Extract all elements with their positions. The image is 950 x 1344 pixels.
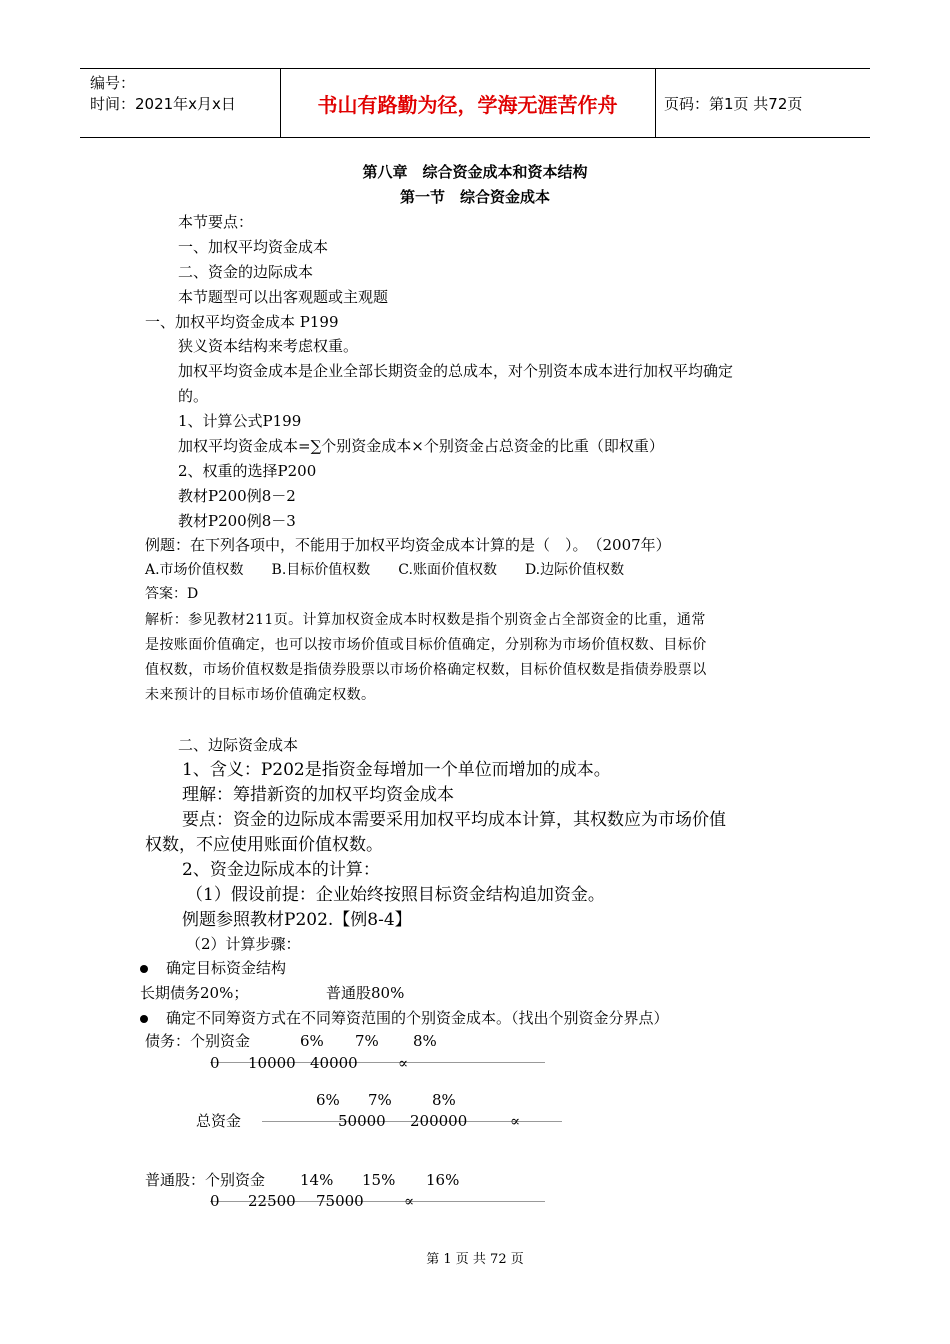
body-line: 1、含义：P202是指资金每增加一个单位而增加的成本。 xyxy=(182,760,611,780)
body-line: 的。 xyxy=(178,387,209,405)
body-line: （2）计算步骤： xyxy=(186,935,301,953)
debt-breakpoint: 0 xyxy=(210,1054,220,1072)
body-line: 要点：资金的边际成本需要采用加权平均成本计算，其权数应为市场价值 xyxy=(182,810,726,830)
body-line: 本节题型可以出客观题或主观题 xyxy=(178,288,389,306)
bullet-item: 确定不同筹资方式在不同筹资范围的个别资金成本。（找出个别资金分界点） xyxy=(140,1008,669,1028)
debt-rate: 7% xyxy=(355,1032,379,1050)
bullet-icon xyxy=(140,965,148,973)
header-divider xyxy=(655,69,656,137)
equity-label: 普通股：个别资金 xyxy=(145,1171,266,1189)
equity-rate: 15% xyxy=(362,1171,396,1189)
example-question: 例题：在下列各项中，不能用于加权平均资金成本计算的是（ ）。 （2007年） xyxy=(145,536,671,554)
total-rate: 8% xyxy=(432,1091,456,1109)
equity-rate: 16% xyxy=(426,1171,460,1189)
header-motto: 书山有路勤为径，学海无涯苦作舟 xyxy=(317,92,618,117)
header-meta xyxy=(90,73,236,115)
equity-breakpoint: 0 xyxy=(210,1192,220,1210)
capital-structure-debt: 长期债务20%； xyxy=(140,984,249,1002)
equity-rate: 14% xyxy=(300,1171,334,1189)
equity-breakpoint: 22500 xyxy=(248,1192,296,1210)
total-breakpoint: ∝ xyxy=(510,1112,521,1130)
body-line: 权数，不应使用账面价值权数。 xyxy=(145,835,383,855)
total-breakpoint: 50000 xyxy=(338,1112,386,1130)
section-title: 第一节 综合资金成本 xyxy=(399,188,550,206)
example-answer: 答案：D xyxy=(145,586,199,602)
analysis-line: 未来预计的目标市场价值确定权数。 xyxy=(145,687,376,703)
page-footer: 第 1 页 共 72 页 xyxy=(426,1252,524,1267)
total-label: 总资金 xyxy=(196,1112,242,1130)
body-line: 理解：筹措新资的加权平均资金成本 xyxy=(182,785,454,805)
analysis-line: 是按账面价值确定，也可以按市场价值或目标价值确定，分别称为市场价值权数、目标价 xyxy=(145,637,707,653)
analysis-line: 解析：参见教材211页。计算加权资金成本时权数是指个别资金占全部资金的比重，通常 xyxy=(145,612,706,628)
body-line: 1、计算公式P199 xyxy=(178,412,302,430)
chapter-title: 第八章 综合资金成本和资本结构 xyxy=(362,163,588,181)
header-page-info: 页码：第1页 共72页 xyxy=(664,95,803,113)
page-header xyxy=(80,68,870,138)
equity-breakpoint: ∝ xyxy=(404,1192,415,1210)
bullet-item: 确定目标资金结构 xyxy=(140,958,286,978)
body-line: 教材P200例8－3 xyxy=(178,512,296,530)
total-breakpoint: 200000 xyxy=(410,1112,468,1130)
body-line: 二、资金的边际成本 xyxy=(178,263,314,281)
body-line: 狭义资本结构来考虑权重。 xyxy=(178,337,359,355)
debt-breakpoint: 10000 xyxy=(248,1054,296,1072)
body-line: （1）假设前提：企业始终按照目标资金结构追加资金。 xyxy=(186,885,605,905)
body-line: 例题参照教材P202.【例8-4】 xyxy=(182,910,412,930)
debt-breakpoint: ∝ xyxy=(398,1054,409,1072)
document-date: 时间：2021年x月x日 xyxy=(90,95,236,113)
analysis-line: 值权数，市场价值权数是指债券股票以市场价格确定权数，目标价值权数是指债券股票以 xyxy=(145,662,707,678)
document-number-label: 编号： xyxy=(90,74,136,92)
section-heading: 二、边际资金成本 xyxy=(178,736,299,754)
total-rate: 7% xyxy=(368,1091,392,1109)
debt-rate: 8% xyxy=(413,1032,437,1050)
body-line: 加权平均资金成本是企业全部长期资金的总成本，对个别资本成本进行加权平均确定 xyxy=(178,362,734,380)
formula-line: 加权平均资金成本=∑个别资金成本×个别资金占总资金的比重（即权重） xyxy=(178,437,664,455)
body-line: 教材P200例8－2 xyxy=(178,487,296,505)
example-options: A.市场价值权数 B.目标价值权数 C.账面价值权数 D.边际价值权数 xyxy=(145,562,625,578)
bullet-icon xyxy=(140,1015,148,1023)
debt-breakpoint: 40000 xyxy=(310,1054,358,1072)
debt-label: 债务：个别资金 xyxy=(145,1032,251,1050)
body-line: 2、资金边际成本的计算： xyxy=(182,860,380,880)
body-line: 一、加权平均资金成本 xyxy=(178,238,329,256)
body-line: 本节要点： xyxy=(178,213,254,231)
equity-breakpoint: 75000 xyxy=(316,1192,364,1210)
section-heading: 一、加权平均资金成本 P199 xyxy=(145,313,339,331)
body-line: 2、权重的选择P200 xyxy=(178,462,317,480)
capital-structure-equity: 普通股80% xyxy=(326,984,405,1002)
total-rate: 6% xyxy=(316,1091,340,1109)
debt-rate: 6% xyxy=(300,1032,324,1050)
